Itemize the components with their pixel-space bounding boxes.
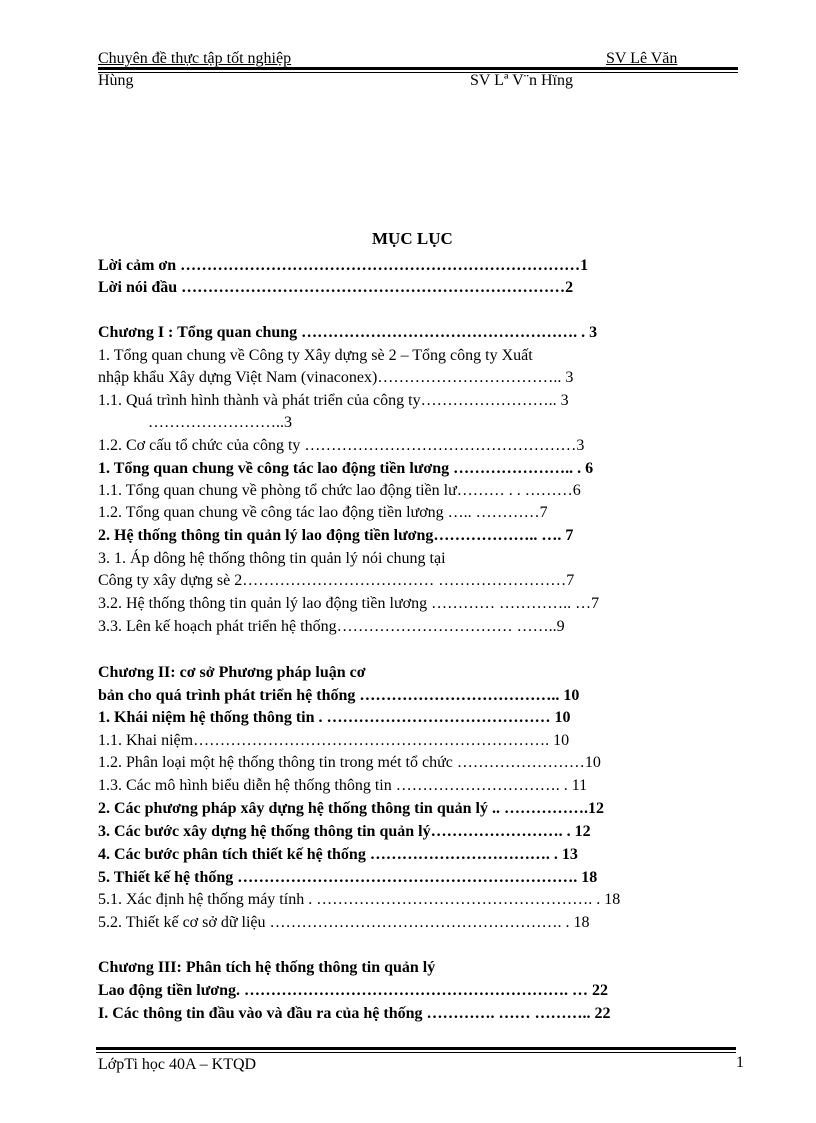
header-line2-right: SV Lª V¨n Hïng bbox=[470, 72, 573, 89]
footer-rule-thick bbox=[96, 1047, 736, 1050]
toc-entry: Lao động tiền lương. ……………………………………………………. … 22 bbox=[98, 982, 609, 999]
toc-entry: 3. 1. Áp dông hệ thống thông tin quản lý nói chung tại bbox=[98, 550, 446, 567]
toc-entry: Chương II: cơ sở Phương pháp luận cơ bbox=[98, 664, 366, 681]
header-right-text: SV Lê Văn bbox=[606, 50, 678, 67]
toc-entry: 5. Thiết kế hệ thống ………………………………………………………. 18 bbox=[98, 869, 598, 886]
toc-entry: Chương III: Phân tích hệ thống thông tin quản lý bbox=[98, 959, 436, 976]
toc-entry: 4. Các bước phân tích thiết kế hệ thống ……………………………. . 13 bbox=[98, 846, 578, 863]
toc-entry: Lời cảm ơn …………………………………………………………………1 bbox=[98, 257, 589, 274]
toc-entry: 1.1. Khai niệm…………………………………………………………. 10 bbox=[98, 732, 570, 749]
toc-entry: 1. Tổng quan chung về Công ty Xây dựng sè 2 – Tổng công ty Xuất bbox=[98, 347, 533, 364]
header-left-text: Chuyên đề thực tập tốt nghiệp bbox=[98, 50, 292, 67]
toc-entry: I. Các thông tin đầu vào và đầu ra của hệ thống …………. …… ……….. 22 bbox=[98, 1005, 611, 1022]
toc-entry: 3. Các bước xây dựng hệ thống thông tin quản lý……………………. . 12 bbox=[98, 823, 591, 840]
toc-entry: nhập khẩu Xây dựng Việt Nam (vinaconex)…………………………….. 3 bbox=[98, 369, 574, 386]
toc-entry: 1.1. Tổng quan chung về phòng tổ chức lao động tiền lư……… . . ………6 bbox=[98, 482, 581, 499]
toc-entry: bản cho quá trình phát triển hệ thống ……………………………….. 10 bbox=[98, 687, 580, 704]
toc-entry: 5.2. Thiết kế cơ sở dữ liệu ………………………………………………. . 18 bbox=[98, 914, 590, 931]
toc-entry: Lời nói đầu ………………………………………………………………2 bbox=[98, 279, 574, 296]
toc-entry: 1.3. Các mô hình biểu diễn hệ thống thông tin …………………………. . 11 bbox=[98, 777, 588, 794]
toc-entry: 1.2. Phân loại một hệ thống thông tin trong mét tổ chức ……………………10 bbox=[98, 754, 601, 771]
toc-entry: 1.1. Quá trình hình thành và phát triển của công ty…………………….. 3 bbox=[98, 392, 569, 409]
toc-title: MỤC LỤC bbox=[372, 229, 453, 248]
toc-entry: 1.2. Tổng quan chung về công tác lao động tiền lương ….. …………7 bbox=[98, 504, 548, 521]
table-of-contents bbox=[98, 0, 718, 1123]
footer-page-number: 1 bbox=[736, 1054, 744, 1071]
toc-entry: ……………………..3 bbox=[148, 414, 292, 431]
toc-entry: 2. Hệ thống thông tin quản lý lao động tiền lương……………….. …. 7 bbox=[98, 527, 574, 544]
toc-entry: 5.1. Xác định hệ thống máy tính . ……………………………………………. . 18 bbox=[98, 891, 621, 908]
footer-class-label: LớpTi học 40A – KTQD bbox=[98, 1056, 257, 1073]
toc-entry: Chương I : Tổng quan chung ……………………………………………. . 3 bbox=[98, 324, 598, 341]
toc-entry: Công ty xây dựng sè 2……………………………… ……………………7 bbox=[98, 572, 575, 589]
toc-entry: 1. Khái niệm hệ thống thông tin . …………………………………… 10 bbox=[98, 709, 571, 726]
toc-entry: 1. Tổng quan chung về công tác lao động tiền lương ………………….. . 6 bbox=[98, 460, 594, 477]
toc-entry: 3.2. Hệ thống thông tin quản lý lao động tiền lương ………… ………….. …7 bbox=[98, 595, 600, 612]
toc-entry: 3.3. Lên kế hoạch phát triển hệ thống…………………………… ……..9 bbox=[98, 618, 565, 635]
toc-entry: 2. Các phương pháp xây dựng hệ thống thông tin quản lý .. …………….12 bbox=[98, 800, 604, 817]
toc-entry: 1.2. Cơ cấu tổ chức của công ty ……………………………………………3 bbox=[98, 437, 585, 454]
header-line2-left: Hùng bbox=[98, 72, 134, 89]
footer-rule-thin bbox=[96, 1052, 736, 1053]
